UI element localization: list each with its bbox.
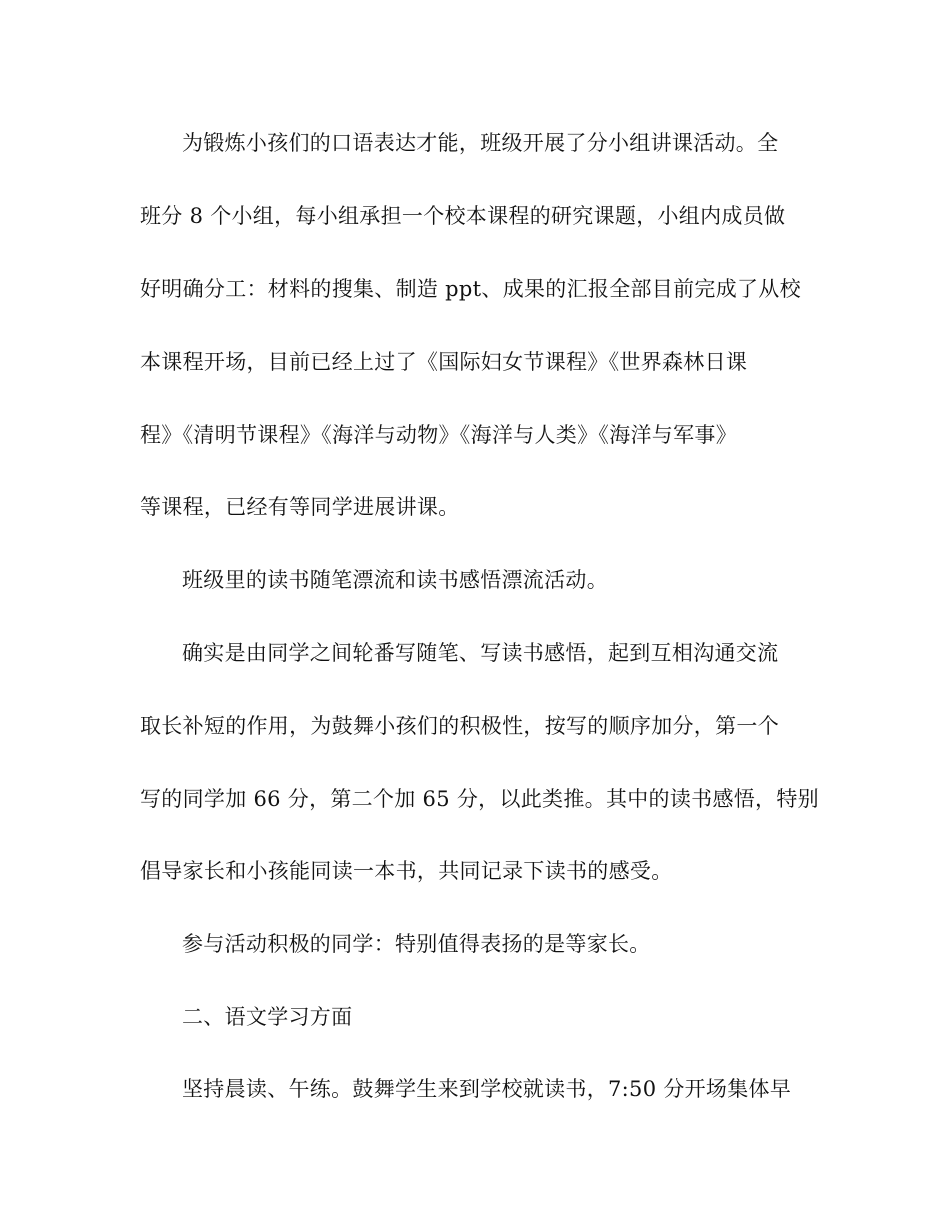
paragraph-line-2: 班分 8 个小组，每小组承担一个校本课程的研究课题，小组内成员做 <box>140 204 786 228</box>
paragraph-line-14: 坚持晨读、午练。鼓舞学生来到学校就读书，7:50 分开场集体早 <box>182 1077 792 1101</box>
paragraph-line-6: 等课程，已经有等同学进展讲课。 <box>140 495 460 519</box>
paragraph-line-1: 为锻炼小孩们的口语表达才能，班级开展了分小组讲课活动。全 <box>182 131 779 155</box>
section-heading: 二、语文学习方面 <box>182 1005 353 1029</box>
paragraph-line-11: 倡导家长和小孩能同读一本书，共同记录下读书的感受。 <box>140 859 673 883</box>
paragraph-line-10: 写的同学加 66 分，第二个加 65 分，以此类推。其中的读书感悟，特别 <box>140 787 819 811</box>
paragraph-line-5: 程》《清明节课程》《海洋与动物》《海洋与人类》《海洋与军事》 <box>140 423 737 447</box>
paragraph-line-3: 好明确分工：材料的搜集、制造 ppt、成果的汇报全部目前完成了从校 <box>140 277 801 301</box>
paragraph-line-12: 参与活动积极的同学：特别值得表扬的是等家长。 <box>182 932 651 956</box>
paragraph-line-4: 本课程开场，目前已经上过了《国际妇女节课程》《世界森林日课 <box>140 350 748 374</box>
paragraph-line-8: 确实是由同学之间轮番写随笔、写读书感悟，起到互相沟通交流 <box>182 641 779 665</box>
paragraph-line-9: 取长补短的作用，为鼓舞小孩们的积极性，按写的顺序加分，第一个 <box>140 714 779 738</box>
paragraph-line-7: 班级里的读书随笔漂流和读书感悟漂流活动。 <box>182 568 608 592</box>
